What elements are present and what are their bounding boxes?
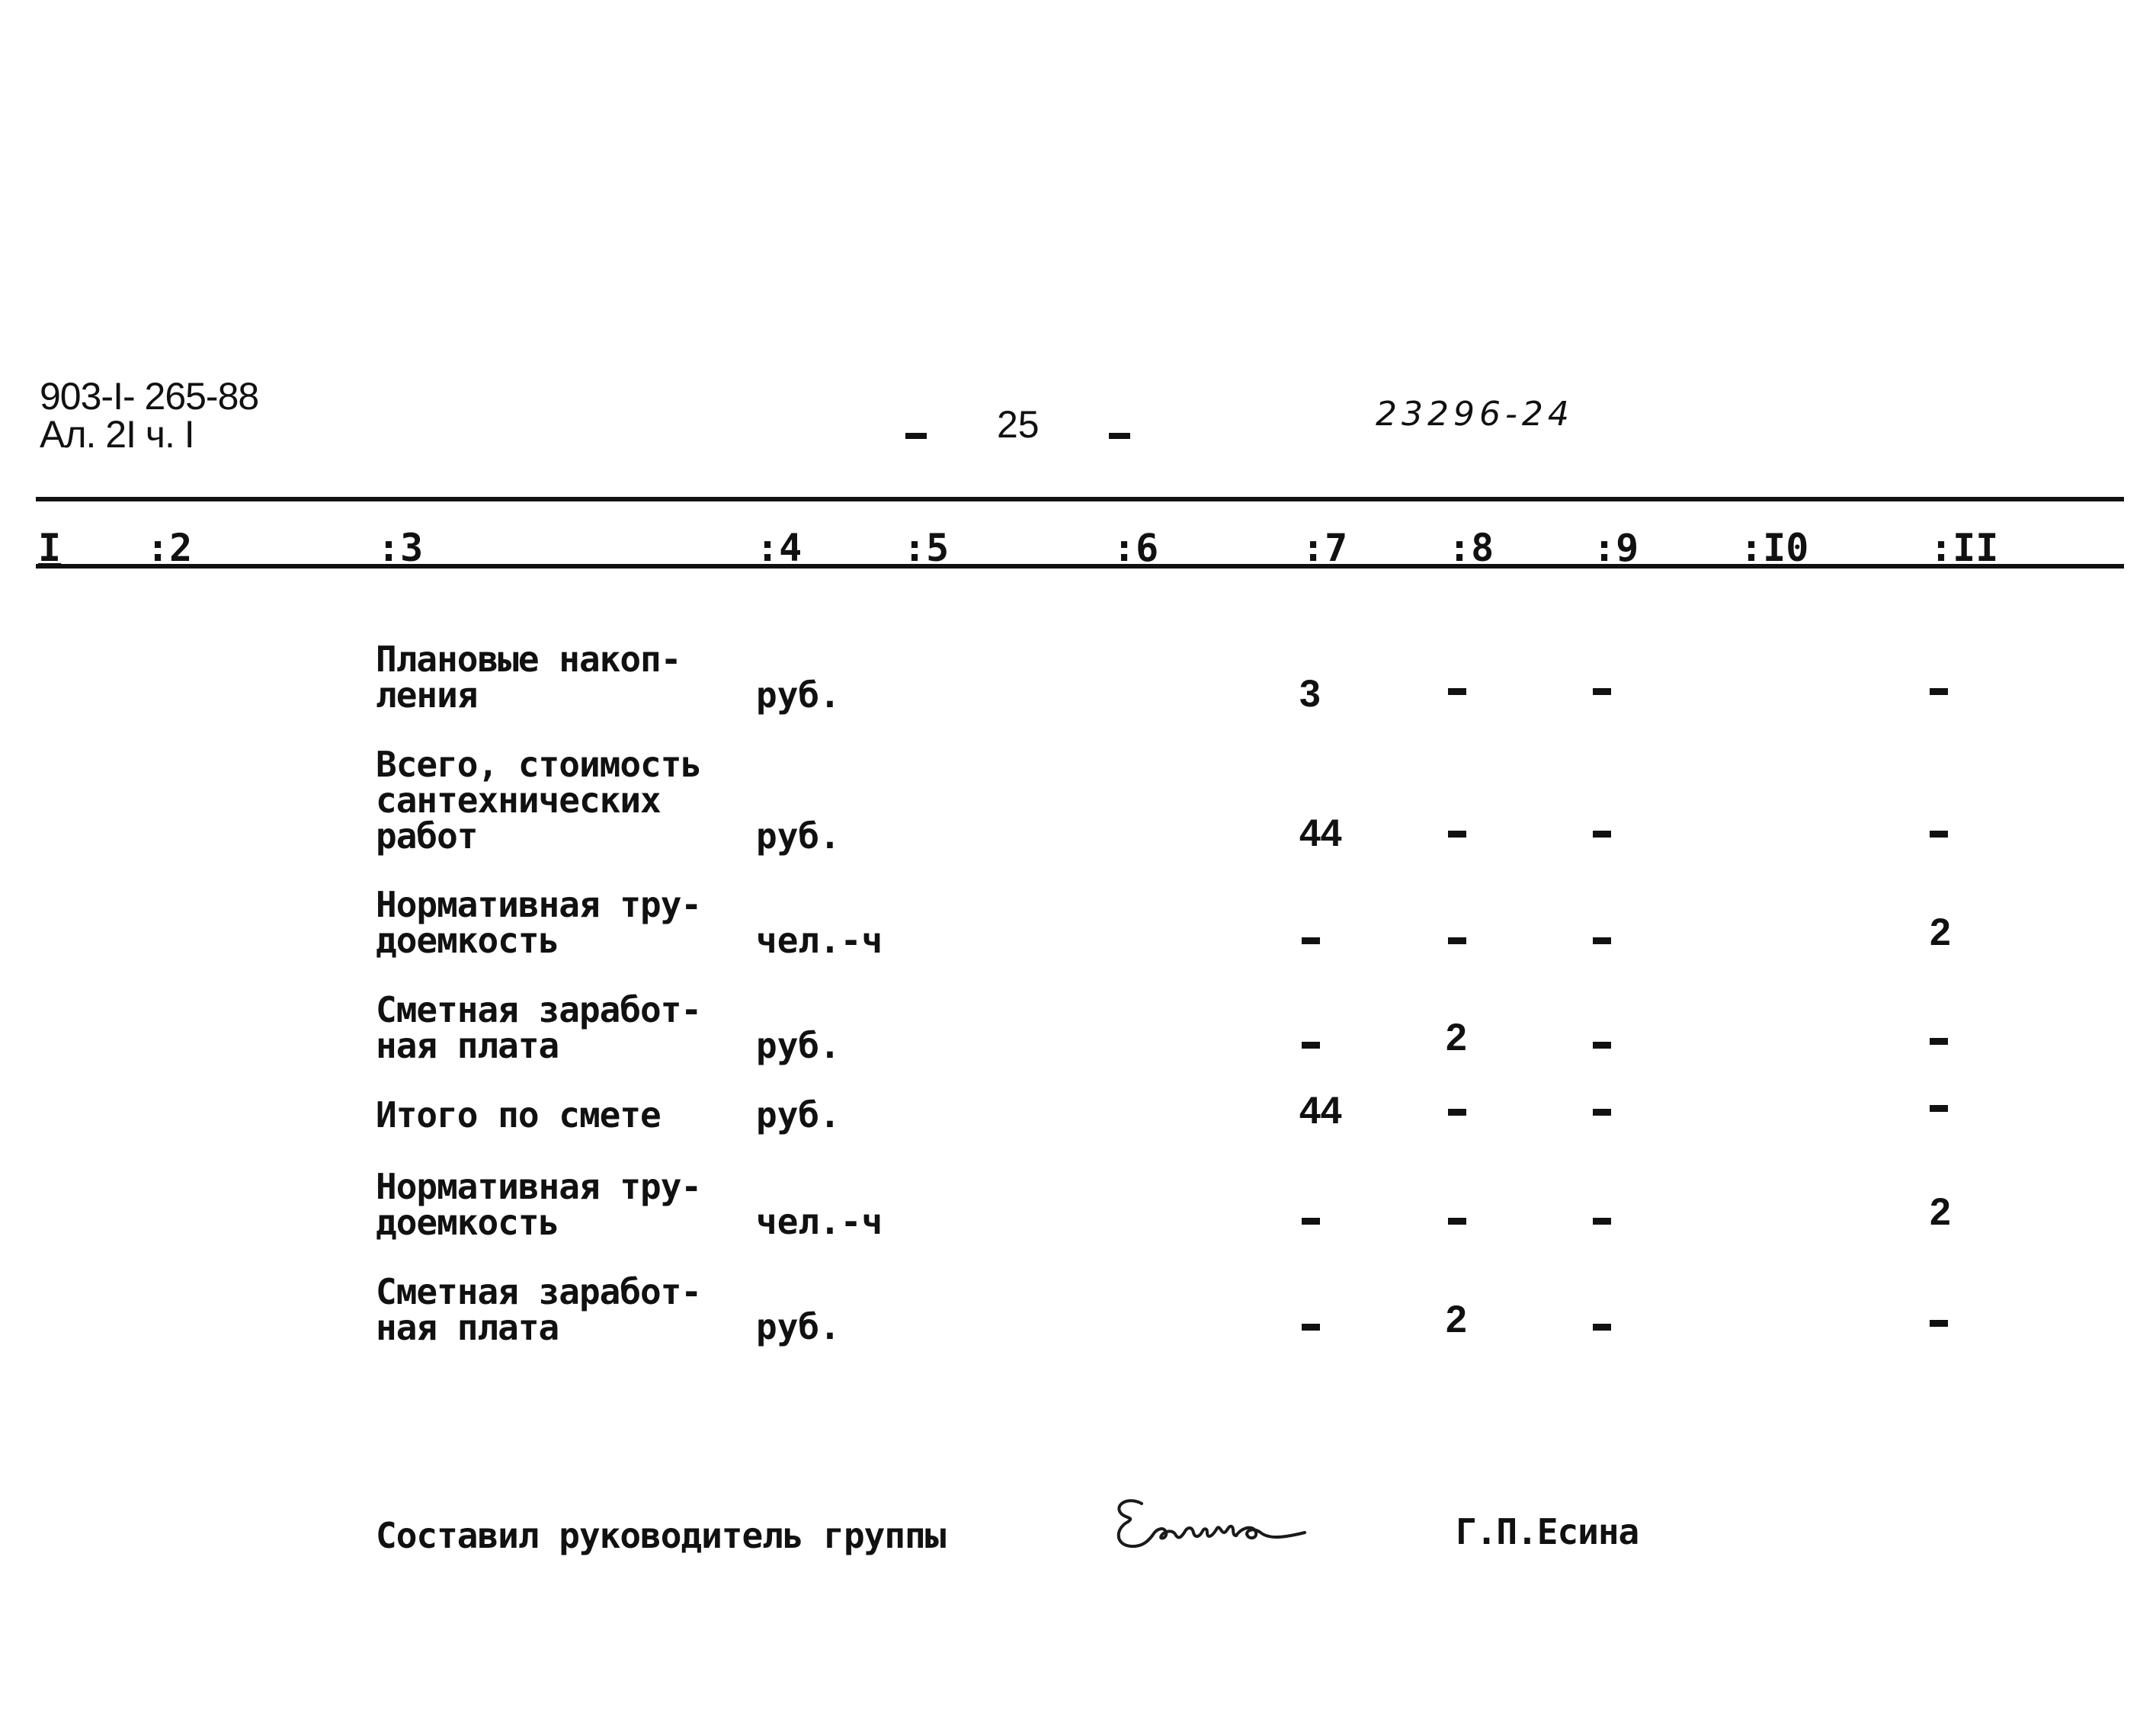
row-col9-dash <box>1593 688 1611 695</box>
sheet-reference: Ал. 2I ч. I <box>40 413 194 456</box>
row-description: Всего, стоимость сантехнических работ <box>376 744 702 857</box>
archive-number: 23296-24 <box>1376 395 1574 434</box>
row-unit: чел.-ч <box>756 920 883 961</box>
row-col8-dash <box>1448 688 1466 695</box>
row-col7-dash <box>1302 1218 1320 1225</box>
column-7-label: :7 <box>1302 526 1348 570</box>
header-bottom-rule <box>36 564 2124 569</box>
row-col7-value: 3 <box>1299 672 1321 715</box>
row-col9-dash <box>1593 831 1611 838</box>
page-number-dash-right <box>1109 433 1130 439</box>
row-col9-dash <box>1593 1109 1611 1116</box>
page-number: 25 <box>997 403 1040 446</box>
row-col8-dash <box>1448 1218 1466 1225</box>
row-col9-dash <box>1593 1042 1611 1049</box>
row-unit: руб. <box>756 1094 841 1135</box>
handwritten-signature <box>1105 1482 1326 1574</box>
row-unit: чел.-ч <box>756 1201 883 1242</box>
row-col8-dash <box>1448 831 1466 838</box>
header-top-rule <box>36 497 2124 501</box>
row-col11-dash <box>1930 1320 1948 1327</box>
row-description: Итого по смете <box>376 1094 661 1135</box>
column-10-label: :I0 <box>1740 526 1809 570</box>
row-col9-dash <box>1593 1324 1611 1331</box>
row-col7-value: 44 <box>1299 1089 1342 1132</box>
page-number-dash-left <box>905 433 927 439</box>
row-col11-value: 2 <box>1930 1190 1951 1233</box>
row-col7-dash <box>1302 937 1320 944</box>
column-8-label: :8 <box>1448 526 1494 570</box>
row-unit: руб. <box>756 815 841 857</box>
row-col11-dash <box>1930 688 1948 695</box>
column-11-label: :II <box>1930 526 1999 570</box>
compiler-name: Г.П.Есина <box>1456 1511 1639 1552</box>
row-col7-dash <box>1302 1324 1320 1331</box>
row-col7-dash <box>1302 1042 1320 1049</box>
row-col11-value: 2 <box>1930 911 1951 953</box>
document-code: 903-I- 265-88 <box>40 375 259 418</box>
row-col11-dash <box>1930 831 1948 838</box>
row-description: Сметная заработ- ная плата <box>376 989 702 1066</box>
column-4-label: :4 <box>756 526 802 570</box>
column-9-label: :9 <box>1593 526 1639 570</box>
row-col11-dash <box>1930 1105 1948 1112</box>
row-description: Нормативная тру- доемкость <box>376 1166 702 1243</box>
row-unit: руб. <box>756 1306 841 1347</box>
row-description: Нормативная тру- доемкость <box>376 884 702 961</box>
row-col9-dash <box>1593 1218 1611 1225</box>
row-unit: руб. <box>756 1025 841 1066</box>
column-1-label: I <box>38 526 62 570</box>
row-col8-dash <box>1448 1109 1466 1116</box>
column-5-label: :5 <box>903 526 950 570</box>
row-col11-dash <box>1930 1038 1948 1045</box>
column-6-label: :6 <box>1113 526 1159 570</box>
column-3-label: :3 <box>377 526 424 570</box>
row-col8-value: 2 <box>1446 1016 1467 1059</box>
row-col7-value: 44 <box>1299 812 1342 854</box>
row-col8-dash <box>1448 937 1466 944</box>
column-2-label: :2 <box>146 526 193 570</box>
row-col8-value: 2 <box>1446 1298 1467 1340</box>
row-description: Плановые накоп- ления <box>376 639 681 716</box>
row-unit: руб. <box>756 674 841 716</box>
row-col9-dash <box>1593 937 1611 944</box>
compiled-by-label: Составил руководитель группы <box>376 1515 946 1556</box>
row-description: Сметная заработ- ная плата <box>376 1271 702 1348</box>
